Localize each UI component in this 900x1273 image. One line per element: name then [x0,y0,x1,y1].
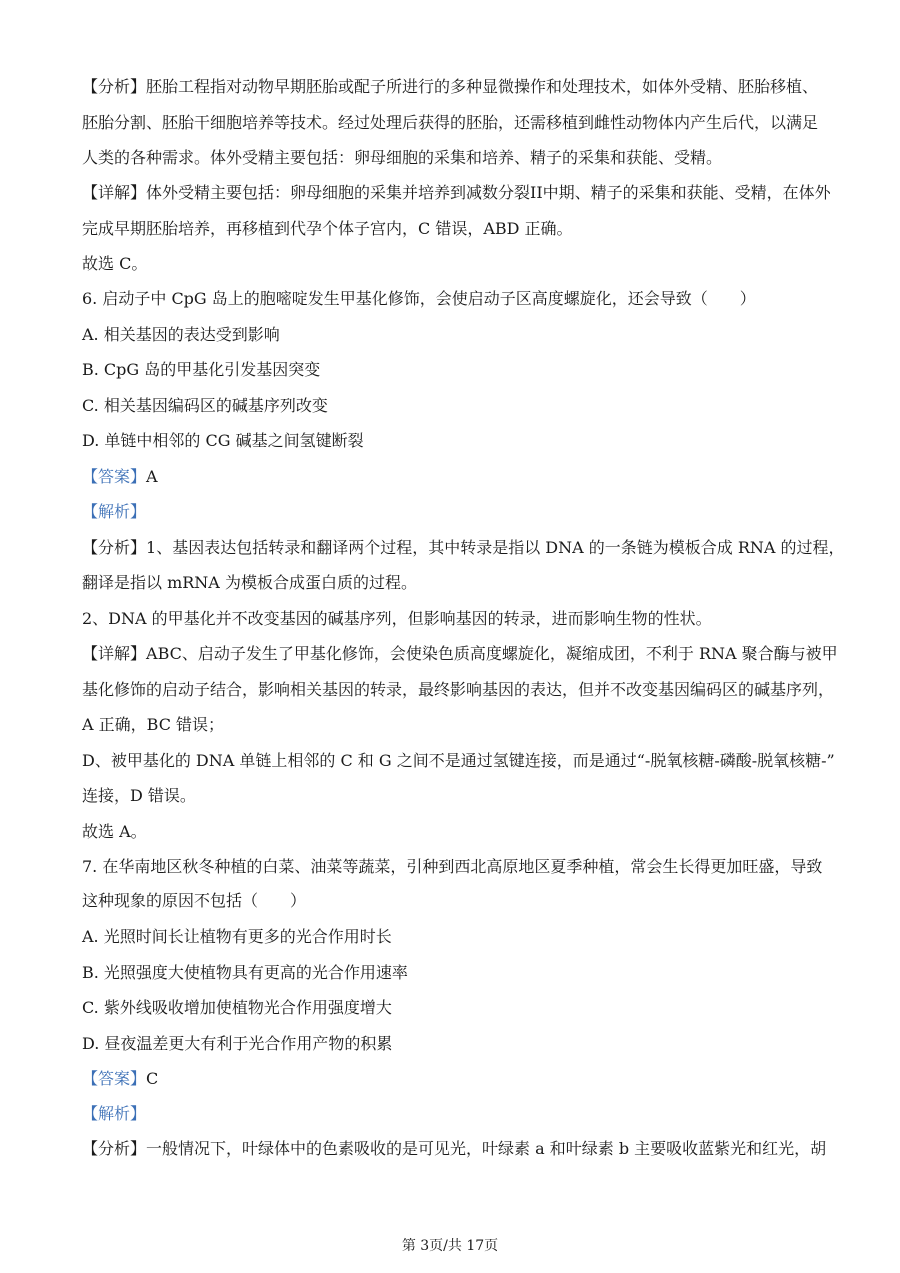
q6-analysis-line-2: 翻译是指以 mRNA 为模板合成蛋白质的过程。 [82,573,417,592]
analysis-tag: 【分析】 [82,77,147,96]
q6-detail-line-2: 基化修饰的启动子结合，影响相关基因的转录，最终影响基因的表达，但并不改变基因编码区的碱基序列， [82,680,835,699]
q6-option-a: A. 相关基因的表达受到影响 [82,325,280,344]
page-number-footer: 第 3页/共 17页 [401,1238,499,1254]
s5-analysis-line-3: 人类的各种需求。体外受精主要包括：卵母细胞的采集和培养、精子的采集和获能、受精。 [82,148,723,167]
q7-option-d: D. 昼夜温差更大有利于光合作用产物的积累 [82,1034,393,1053]
s5-choose: 故选 C。 [82,254,148,273]
q6-answer [82,467,158,487]
q6-analysis-line-1: 【分析】1、基因表达包括转录和翻译两个过程，其中转录是指以 DNA 的一条链为模板合成 RNA 的过程， [82,538,845,557]
answer-value: A [146,467,158,486]
q6-option-b: B. CpG 岛的甲基化引发基因突变 [82,360,321,379]
s5-analysis-line-2: 胚胎分割、胚胎干细胞培养等技术。经过处理后获得的胚胎，还需移植到雌性动物体内产生后代，以满足 [82,113,819,132]
q7-answer [82,1069,158,1089]
q7-analysis-line-1: 【分析】一般情况下，叶绿体中的色素吸收的是可见光，叶绿素 a 和叶绿素 b 主要吸收蓝紫光和红光，胡 [82,1139,827,1158]
s5-analysis-line-1: 【分析】胚胎工程指对动物早期胚胎或配子所进行的多种显微操作和处理技术，如体外受精、胚胎移植、 [82,77,819,96]
q6-explain-tag: 【解析】 [82,502,147,521]
q7-option-a: A. 光照时间长让植物有更多的光合作用时长 [82,927,392,946]
s5-detail-line-2: 完成早期胚胎培养，再移植到代孕个体子宫内，C 错误，ABD 正确。 [82,219,573,238]
analysis-tag: 【分析】 [82,1139,147,1158]
q7-stem-line-2: 这种现象的原因不包括（ ） [82,891,307,910]
q7-stem-line-1: 7. 在华南地区秋冬种植的白菜、油菜等蔬菜，引种到西北高原地区夏季种植，常会生长得更加旺盛，导致 [82,857,823,876]
q6-stem: 6. 启动子中 CpG 岛上的胞嘧啶发生甲基化修饰，会使启动子区高度螺旋化，还会导致（ ） [82,289,756,308]
q6-option-c: C. 相关基因编码区的碱基序列改变 [82,396,328,415]
q6-detail-line-5: 连接，D 错误。 [82,786,196,805]
answer-tag: 【答案】 [82,1069,147,1088]
detail-tag: 【详解】 [82,644,147,663]
q6-option-d: D. 单链中相邻的 CG 碱基之间氢键断裂 [82,431,364,450]
analysis-tag: 【分析】 [82,538,147,557]
q7-option-b: B. 光照强度大使植物具有更高的光合作用速率 [82,963,408,982]
q6-detail-line-3: A 正确，BC 错误； [82,715,225,734]
s5-detail-line-1: 【详解】体外受精主要包括：卵母细胞的采集并培养到减数分裂II中期、精子的采集和获能、受精，在体外 [82,183,831,202]
q6-analysis-line-3: 2、DNA 的甲基化并不改变基因的碱基序列，但影响基因的转录，进而影响生物的性状。 [82,609,712,628]
q6-detail-line-1: 【详解】ABC、启动子发生了甲基化修饰，会使染色质高度螺旋化，凝缩成团，不利于 RNA 聚合酶与被甲 [82,644,838,663]
q6-detail-line-4: D、被甲基化的 DNA 单链上相邻的 C 和 G 之间不是通过氢键连接，而是通过“-脱氧核糖-磷酸-脱氧核糖-” [82,751,835,770]
q7-explain-tag: 【解析】 [82,1104,147,1123]
detail-tag: 【详解】 [82,183,147,202]
q6-choose: 故选 A。 [82,822,147,841]
answer-value: C [146,1069,159,1088]
answer-tag: 【答案】 [82,467,147,486]
q7-option-c: C. 紫外线吸收增加使植物光合作用强度增大 [82,998,392,1017]
